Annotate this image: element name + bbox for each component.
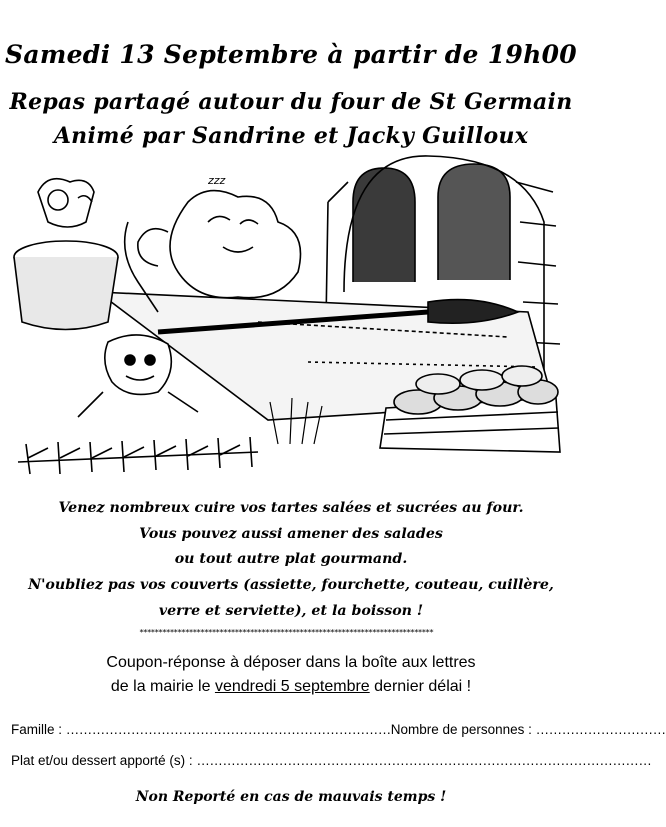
invitation-line-3: ou tout autre plat gourmand. [174,551,408,567]
snore-text: zzz [208,174,226,187]
plat-field[interactable]: …………………………………………………………………………………………… [196,753,652,768]
coupon-deadline: vendredi 5 septembre [214,678,370,695]
plat-label: Plat et/ou dessert apporté (s) : [11,753,193,768]
invitation-line-1: Venez nombreux cuire vos tartes salées et sucrées au four. [58,500,524,516]
famille-form-line [11,722,666,737]
event-hosts: Animé par Sandrine et Jacky Guilloux [53,123,529,149]
event-date-title: Samedi 13 Septembre à partir de 19h00 [4,40,577,69]
coupon-line-2-prefix: de la mairie le [110,678,215,695]
famille-label: Famille : [11,722,63,737]
weather-notice: Non Reporté en cas de mauvais temps ! [135,789,447,805]
bread-oven-illustration [8,162,574,480]
nombre-personnes-field[interactable]: ………………………… [535,722,666,737]
nombre-personnes-label: Nombre de personnes : [390,722,532,737]
coupon-line-2-suffix: dernier délai ! [369,678,472,695]
asterisk-separator: ***************************************************************************** [139,628,433,637]
invitation-line-4: N'oubliez pas vos couverts (assiette, fourchette, couteau, cuillère, [28,577,554,593]
coupon-line-1: Coupon-réponse à déposer dans la boîte aux lettres [106,654,476,671]
invitation-line-2: Vous pouvez aussi amener des salades [139,526,443,542]
plat-form-line [11,753,652,768]
event-subtitle: Repas partagé autour du four de St Germain [9,89,573,115]
invitation-line-5: verre et serviette), et la boisson ! [158,603,424,619]
coupon-line-2 [0,678,582,696]
famille-field[interactable]: ………………………………………………………………… [65,722,391,737]
